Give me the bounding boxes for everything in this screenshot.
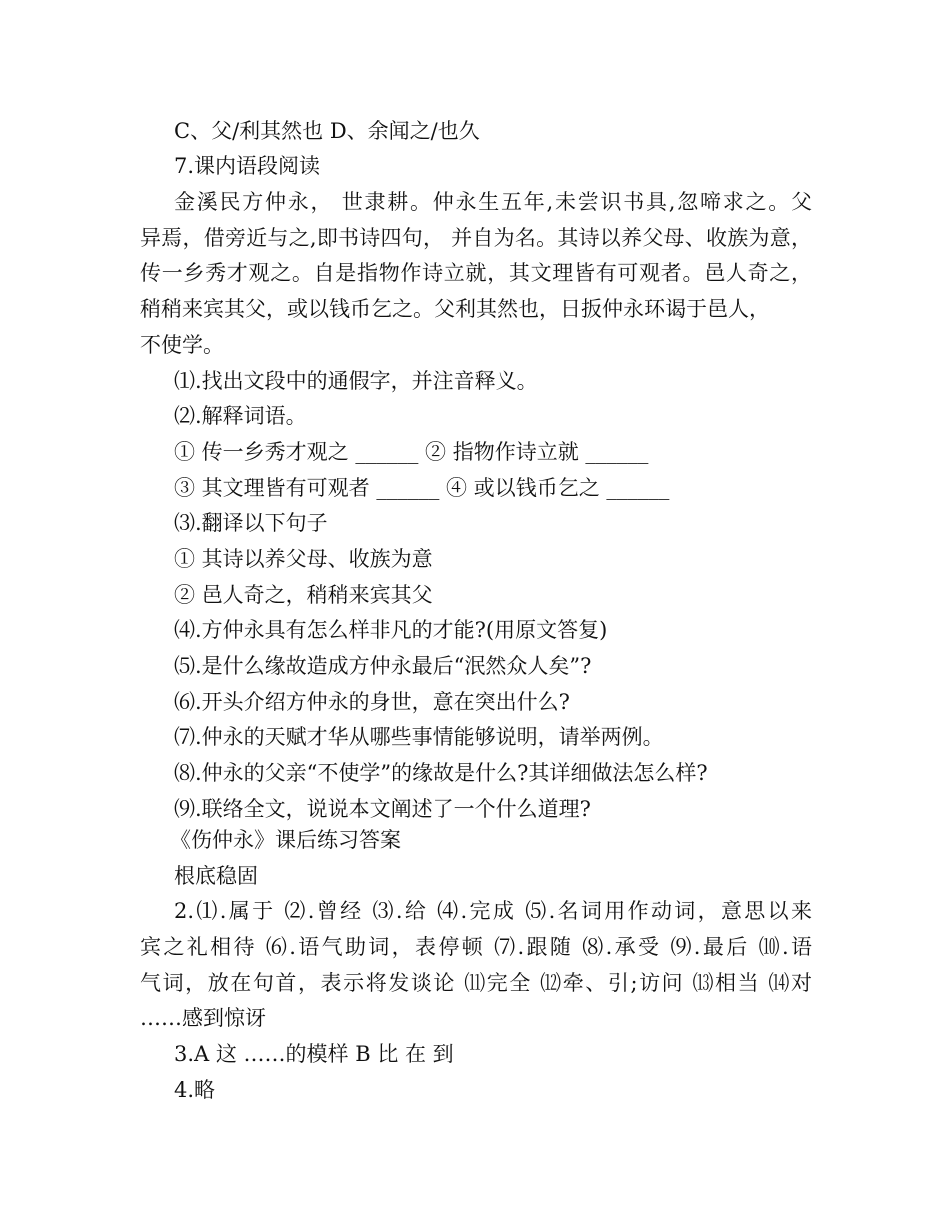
answers-section-basic: 根底稳固: [174, 864, 258, 888]
answer-2-line-4: ……感到惊讶: [140, 1006, 266, 1030]
question-1: ⑴.找出文段中的通假字，并注音释义。: [174, 369, 538, 393]
option-line-cd: C、父/利其然也 D、余闻之/也久: [174, 119, 480, 143]
question-3: ⑶.翻译以下句子: [174, 511, 328, 535]
passage-line-4: 稍稍来宾其父，或以钱币乞之。父利其然也，日扳仲永环谒于邑人，: [140, 297, 770, 321]
passage-line-3: 传一乡秀才观之。自是指物作诗立就，其文理皆有可观者。邑人奇之，: [140, 261, 812, 285]
question-7: ⑺.仲永的天赋才华从哪些事情能够说明，请举两例。: [174, 725, 664, 749]
answer-2-line-1: 2.⑴.属于 ⑵.曾经 ⑶.给 ⑷.完成 ⑸.名词用作动词，意思以来: [174, 899, 812, 923]
question-2-items-a: ① 传一乡秀才观之 ______ ② 指物作诗立就 ______: [174, 440, 649, 464]
passage-line-5: 不使学。: [140, 333, 224, 357]
question-3-item-2: ② 邑人奇之，稍稍来宾其父: [174, 583, 433, 607]
question-9: ⑼.联络全文，说说本文阐述了一个什么道理?: [174, 797, 591, 821]
question-6: ⑹.开头介绍方仲永的身世，意在突出什么?: [174, 690, 570, 714]
answers-title: 《伤仲永》课后练习答案: [170, 828, 401, 852]
answer-3: 3.A 这 ……的模样 B 比 在 到: [174, 1042, 454, 1066]
passage-line-2: 异焉，借旁近与之,即书诗四句， 并自为名。其诗以养父母、收族为意，: [140, 226, 812, 250]
answer-2-line-2: 宾之礼相待 ⑹.语气助词，表停顿 ⑺.跟随 ⑻.承受 ⑼.最后 ⑽.语: [140, 935, 812, 959]
section-heading-reading: 7.课内语段阅读: [174, 154, 321, 178]
answer-2-line-3: 气词，放在句首，表示将发谈论 ⑾完全 ⑿牵、引;访问 ⒀相当 ⒁对: [140, 971, 812, 995]
question-4: ⑷.方仲永具有怎么样非凡的才能?(用原文答复): [174, 618, 608, 642]
question-2-items-b: ③ 其文理皆有可观者 ______ ④ 或以钱币乞之 ______: [174, 476, 670, 500]
question-5: ⑸.是什么缘故造成方仲永最后“泯然众人矣”?: [174, 654, 592, 678]
question-2: ⑵.解释词语。: [174, 404, 307, 428]
question-8: ⑻.仲永的父亲“不使学”的缘故是什么?其详细做法怎么样?: [174, 761, 708, 785]
passage-line-1: 金溪民方仲永， 世隶耕。仲永生五年,未尝识书具,忽啼求之。父: [174, 190, 812, 214]
answer-4: 4.略: [174, 1078, 216, 1102]
question-3-item-1: ① 其诗以养父母、收族为意: [174, 547, 433, 571]
